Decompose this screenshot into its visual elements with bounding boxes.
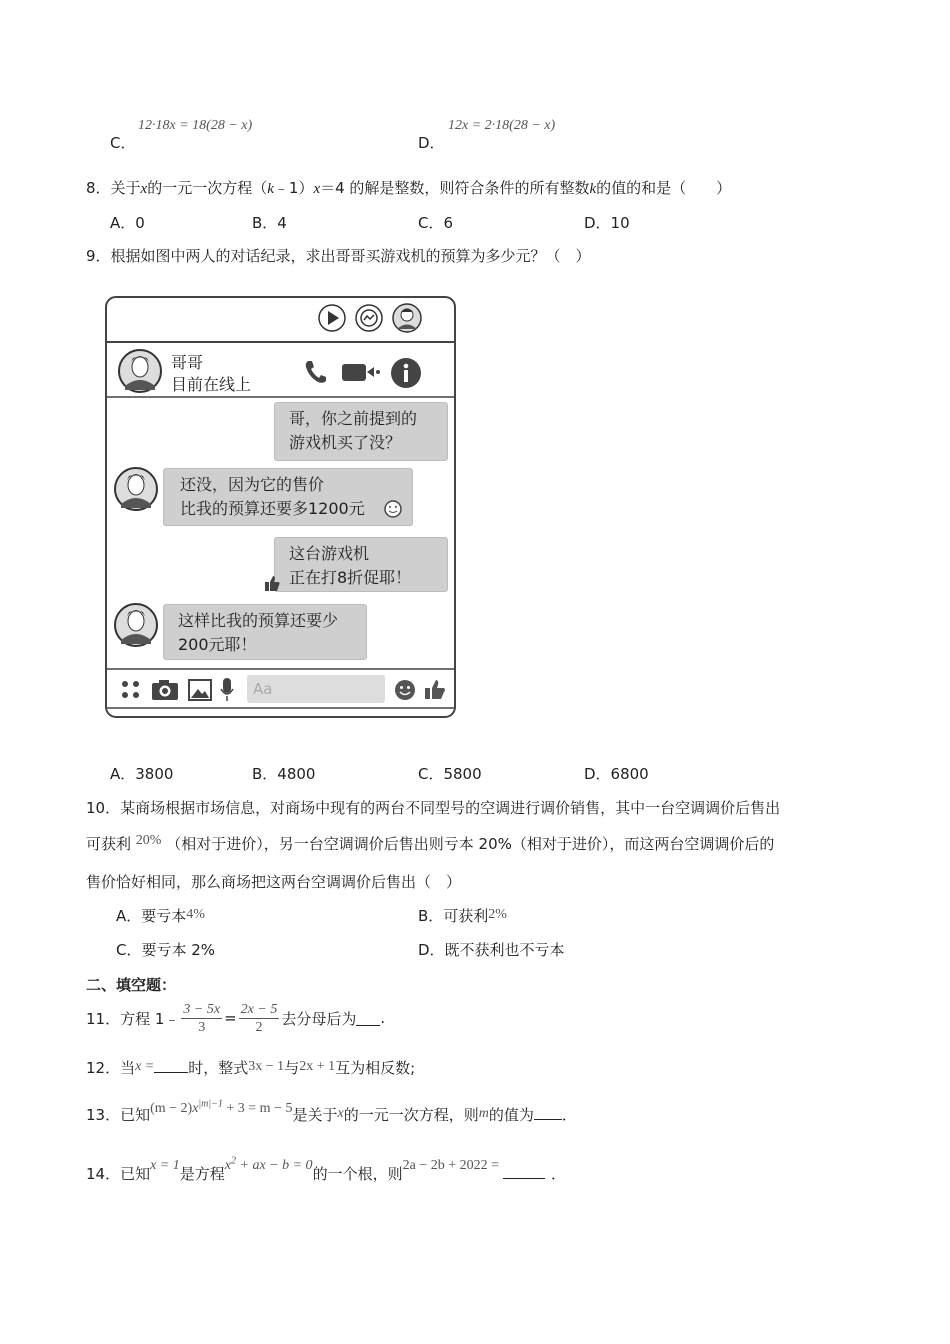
q13-var: m xyxy=(478,1106,489,1121)
q11 xyxy=(86,996,385,1040)
message-input[interactable] xyxy=(247,675,385,703)
q13-var: x xyxy=(337,1106,344,1121)
q14-math-part: + ax − b = 0 xyxy=(236,1158,313,1173)
answer-blank[interactable] xyxy=(356,1011,380,1026)
fraction-denominator: 3 xyxy=(198,1019,206,1035)
q14-equation xyxy=(224,1155,313,1173)
q12-math: x = xyxy=(135,1059,155,1074)
message-line: 200元耶！ xyxy=(178,635,257,654)
answer-blank[interactable] xyxy=(534,1105,562,1120)
emoji-icon[interactable] xyxy=(393,678,417,702)
q7-option-c-formula: 12·18x = 18(28 − x) xyxy=(138,118,253,133)
message-line: 正在打8折促耶！ xyxy=(289,568,412,587)
contact-name: 哥哥 xyxy=(171,353,204,372)
q7-option-d-formula: 12x = 2·18(28 − x) xyxy=(448,118,556,133)
q13-math-part: (m − 2) xyxy=(150,1101,193,1116)
q14-math-part: x xyxy=(224,1158,231,1173)
q9-stem: 9．根据如图中两人的对话纪录，求出哥哥买游戏机的预算为多少元？（ ） xyxy=(86,247,591,265)
q8-stem xyxy=(86,177,731,198)
q12-math: 3x − 1 xyxy=(248,1059,285,1074)
q12-text: 时，整式 xyxy=(188,1059,249,1077)
q7-option-c xyxy=(110,132,135,153)
q14-math: x = 1 xyxy=(150,1158,180,1173)
q8-text: 8．关于 xyxy=(86,179,141,197)
q13-text: ． xyxy=(561,1106,577,1124)
q8-option-c: C．6 xyxy=(418,214,454,232)
chat-message-left xyxy=(163,468,413,526)
q14-math: 2a − 2b + 2022 = xyxy=(402,1158,499,1173)
q7-option-c-label: C． xyxy=(110,134,136,152)
q10-option-a xyxy=(116,905,205,926)
fraction-numerator: 2x − 5 xyxy=(240,1001,278,1017)
video-camera-icon[interactable] xyxy=(341,361,381,383)
q10-option-a-percent: 4% xyxy=(186,907,205,922)
q12-text: 互为相反数; xyxy=(335,1059,416,1077)
q13-math-part: + 3 = m − 5 xyxy=(222,1101,293,1116)
q10-option-c: C．要亏本 2% xyxy=(116,941,216,959)
q10-line-2 xyxy=(86,833,774,854)
q14-text: 的一个根，则 xyxy=(312,1165,403,1183)
q12-math: 2x + 1 xyxy=(299,1059,336,1074)
q8-var: k xyxy=(589,181,597,197)
info-icon[interactable] xyxy=(390,357,422,389)
q10-line-1: 10．某商场根据市场信息，对商场中现有的两台不同型号的空调进行调价销售，其中一台空调调价后售出 xyxy=(86,799,781,817)
q9-option-a: A．3800 xyxy=(110,765,174,783)
q8-var: k xyxy=(267,181,274,197)
q8-option-d: D．10 xyxy=(584,214,630,232)
sender-avatar xyxy=(113,602,159,648)
q13-text: 13．已知 xyxy=(86,1106,151,1124)
message-input-placeholder: Aa xyxy=(253,680,273,698)
apps-icon[interactable] xyxy=(119,678,143,702)
message-line: 这台游戏机 xyxy=(289,544,370,563)
q12-text: 与 xyxy=(284,1059,300,1077)
q14 xyxy=(86,1155,566,1184)
messenger-icon[interactable] xyxy=(354,303,384,333)
q9-option-c: C．5800 xyxy=(418,765,482,783)
q8-text: ＝4 的解是整数，则符合条件的所有整数 xyxy=(320,179,590,197)
q14-text: ． xyxy=(550,1165,566,1183)
q8-option-b: B．4 xyxy=(252,214,287,232)
contact-status: 目前在线上 xyxy=(171,375,252,394)
message-line: 还没，因为它的售价 xyxy=(180,475,325,494)
q12-text: 12．当 xyxy=(86,1059,136,1077)
chat-figure xyxy=(105,296,456,719)
fraction-numerator: 3 − 5x xyxy=(183,1001,221,1017)
q13-exponent: |m|−1 xyxy=(198,1098,223,1110)
q10-option-d: D．既不获利也不亏本 xyxy=(418,941,565,959)
section-title: 二、填空题： xyxy=(86,976,177,994)
camera-icon[interactable] xyxy=(151,678,179,702)
microphone-icon[interactable] xyxy=(219,677,235,703)
q8-text: ﹣1） xyxy=(273,179,314,197)
q10-percent: 20% xyxy=(135,833,162,848)
q10-option-b-text: B．可获利 xyxy=(418,907,489,925)
q14-text: 是方程 xyxy=(179,1165,225,1183)
q10-option-a-text: A．要亏本 xyxy=(116,907,187,925)
q11-text: . xyxy=(380,1009,386,1027)
contact-avatar xyxy=(117,348,163,394)
q9-option-d: D．6800 xyxy=(584,765,649,783)
message-line: 这样比我的预算还要少 xyxy=(178,611,339,630)
q10-text: 可获利 xyxy=(86,835,132,853)
q12 xyxy=(86,1057,415,1078)
answer-blank[interactable] xyxy=(503,1164,545,1179)
q10-text: （相对于进价），另一台空调调价后售出则亏本 20%（相对于进价），而这两台空调调价后的 xyxy=(166,835,775,853)
q13-text: 的一元一次方程，则 xyxy=(343,1106,479,1124)
q7-option-d xyxy=(418,132,445,153)
q13-math xyxy=(150,1098,293,1116)
q13-text: 是关于 xyxy=(292,1106,338,1124)
q11-text: 去分母后为 xyxy=(281,1009,357,1028)
play-icon[interactable] xyxy=(317,303,347,333)
chat-message-right xyxy=(274,537,448,592)
smiley-icon xyxy=(383,499,403,519)
answer-blank[interactable] xyxy=(154,1058,188,1073)
q10-option-b-percent: 2% xyxy=(488,907,507,922)
q13-math-part: x xyxy=(192,1101,199,1116)
message-line: 比我的预算还要多1200元 xyxy=(180,499,365,518)
phone-icon[interactable] xyxy=(303,359,327,385)
q8-var: x xyxy=(140,181,148,197)
q11-fraction-1 xyxy=(181,1001,222,1036)
fraction-denominator: 2 xyxy=(255,1019,263,1035)
q10-option-b xyxy=(418,905,507,926)
image-icon[interactable] xyxy=(188,678,212,702)
like-icon[interactable] xyxy=(423,677,447,701)
message-line: 哥，你之前提到的 xyxy=(289,409,418,428)
q11-equals: = xyxy=(224,1009,237,1027)
chat-message-right xyxy=(274,402,448,461)
q7-option-d-label: D． xyxy=(418,134,445,152)
q14-text: 14．已知 xyxy=(86,1165,151,1183)
q13 xyxy=(86,1098,577,1125)
q8-text: 的一元一次方程（ xyxy=(147,179,268,197)
q8-var: x xyxy=(313,181,321,197)
q11-fraction-2 xyxy=(239,1001,280,1036)
q8-text: 的值的和是（ ） xyxy=(596,179,732,197)
q9-option-b: B．4800 xyxy=(252,765,316,783)
q10-line-3: 售价恰好相同，那么商场把这两台空调调价后售出（ ） xyxy=(86,873,462,891)
avatar-icon[interactable] xyxy=(391,302,423,334)
q11-text: 11．方程 1﹣ xyxy=(86,1009,180,1028)
message-line: 游戏机买了没？ xyxy=(289,433,402,452)
q14-exponent: 2 xyxy=(231,1155,236,1167)
chat-message-left xyxy=(163,604,367,660)
thumbs-up-icon xyxy=(262,573,282,593)
q8-option-a: A．0 xyxy=(110,214,145,232)
q13-text: 的值为 xyxy=(488,1106,534,1124)
sender-avatar xyxy=(113,466,159,512)
